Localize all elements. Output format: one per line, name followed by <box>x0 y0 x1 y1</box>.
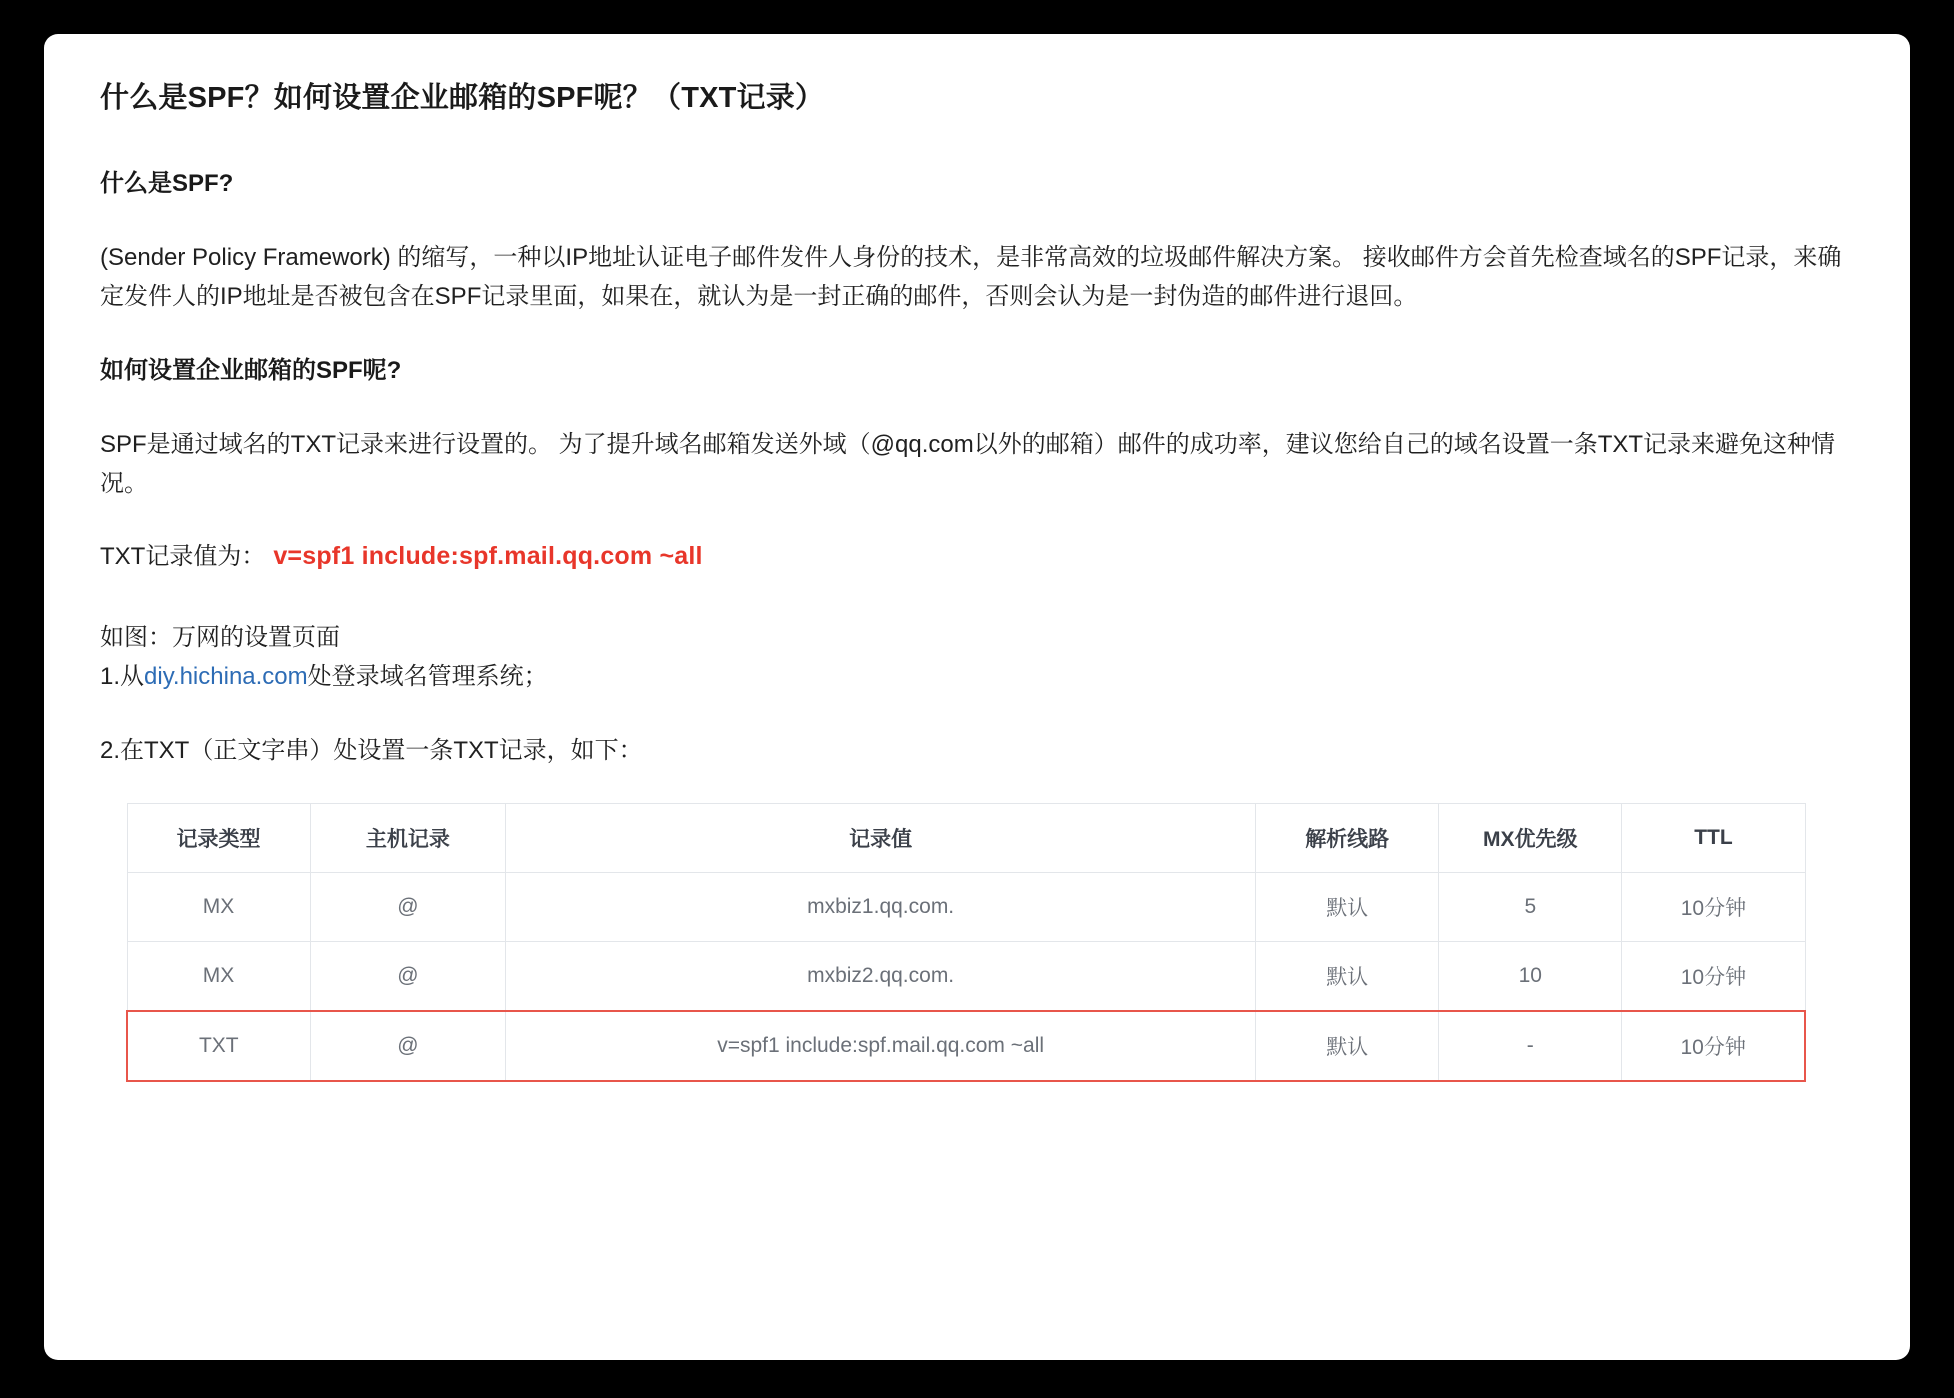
article-card <box>44 34 1910 1360</box>
cell-mx-priority: - <box>1439 1011 1622 1081</box>
cell-resolution-line: 默认 <box>1256 872 1439 941</box>
cell-ttl: 10分钟 <box>1622 941 1805 1011</box>
table-row <box>127 941 1805 1011</box>
txt-record-line <box>100 538 1854 576</box>
section-heading-what-is-spf: 什么是SPF? <box>100 169 234 197</box>
txt-record-label: TXT记录值为： <box>100 542 266 570</box>
cell-record-value: mxbiz1.qq.com. <box>506 872 1256 941</box>
cell-record-type: MX <box>127 872 310 941</box>
cell-record-type: MX <box>127 941 310 1011</box>
paragraph-what-is-spf: (Sender Policy Framework) 的缩写，一种以IP地址认证电子邮件发件人身份的技术，是非常高效的垃圾邮件解决方案。 接收邮件方会首先检查域名的SPF记录，来确定发件人的IP地址是否被包含在SPF记录里面，如果在，就认为是一封正确的邮件，否则会认为是一封伪造的邮件进行退回。 <box>100 243 1842 310</box>
column-header-record-type: 记录类型 <box>127 803 310 872</box>
column-header-host-record: 主机记录 <box>310 803 506 872</box>
column-header-mx-priority: MX优先级 <box>1439 803 1622 872</box>
column-header-resolution-line: 解析线路 <box>1256 803 1439 872</box>
table-row <box>127 872 1805 941</box>
cell-mx-priority: 5 <box>1439 872 1622 941</box>
hichina-link[interactable]: diy.hichina.com <box>144 662 308 690</box>
step1-suffix: 处登录域名管理系统； <box>307 662 548 690</box>
txt-record-value: v=spf1 include:spf.mail.qq.com ~all <box>273 541 703 570</box>
column-header-record-value: 记录值 <box>506 803 1256 872</box>
dns-records-table <box>126 803 1806 1082</box>
section-heading-how-to-set-spf: 如何设置企业邮箱的SPF呢? <box>100 356 402 384</box>
column-header-ttl: TTL <box>1622 803 1805 872</box>
paragraph-how-to-set-spf: SPF是通过域名的TXT记录来进行设置的。 为了提升域名邮箱发送外域（@qq.com以外的邮箱）邮件的成功率，建议您给自己的域名设置一条TXT记录来避免这种情况。 <box>100 430 1836 497</box>
page-title: 什么是SPF？如何设置企业邮箱的SPF呢？（TXT记录） <box>100 82 825 114</box>
cell-mx-priority: 10 <box>1439 941 1622 1011</box>
cell-record-value: v=spf1 include:spf.mail.qq.com ~all <box>506 1011 1256 1081</box>
cell-resolution-line: 默认 <box>1256 1011 1439 1081</box>
table-header-row <box>127 803 1805 872</box>
step1-prefix: 1.从 <box>100 662 145 690</box>
figure-note-and-step1 <box>100 619 1854 697</box>
cell-ttl: 10分钟 <box>1622 872 1805 941</box>
cell-host-record: @ <box>310 941 506 1011</box>
cell-host-record: @ <box>310 1011 506 1081</box>
table-row-highlighted-txt <box>127 1011 1805 1081</box>
cell-record-type: TXT <box>127 1011 310 1081</box>
cell-resolution-line: 默认 <box>1256 941 1439 1011</box>
cell-record-value: mxbiz2.qq.com. <box>506 941 1256 1011</box>
cell-ttl: 10分钟 <box>1622 1011 1805 1081</box>
cell-host-record: @ <box>310 872 506 941</box>
step2-text: 2.在TXT（正文字串）处设置一条TXT记录，如下： <box>100 736 643 764</box>
figure-note: 如图：万网的设置页面 <box>100 624 340 652</box>
